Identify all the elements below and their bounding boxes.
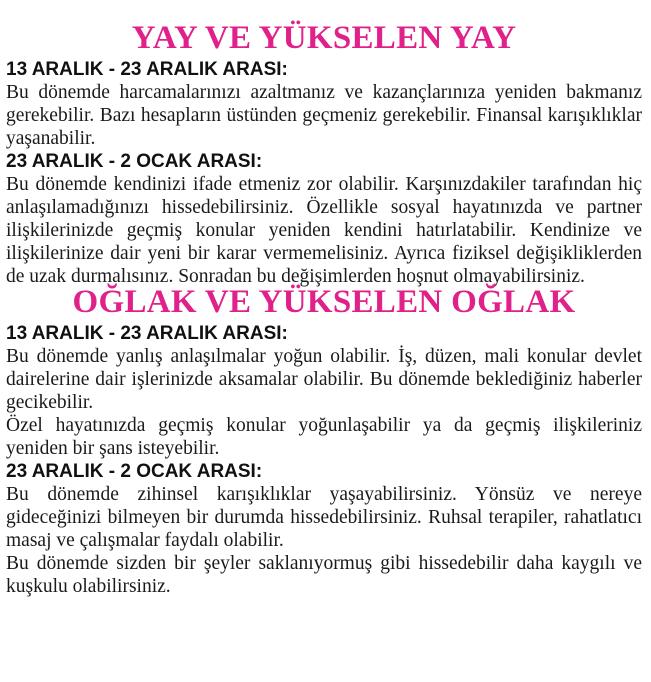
period-paragraph: Bu dönemde harcamalarınızı azaltmanız ve kazançlarınıza yeniden bakmanız gerekebilir. Bazı hesapların üstünden geçmeniz gerekebilir. Finansal karışıklıklar yaşanabilir.: [6, 82, 642, 149]
period-heading: 13 ARALIK - 23 ARALIK ARASI:: [6, 323, 288, 344]
horoscope-article: [6, 0, 642, 598]
period-heading: 13 ARALIK - 23 ARALIK ARASI:: [6, 59, 288, 80]
period-heading: 23 ARALIK - 2 OCAK ARASI:: [6, 461, 263, 482]
period-paragraph: Bu dönemde yanlış anlaşılmalar yoğun olabilir. İş, düzen, mali konular devlet dairelerine dair işlerinizde aksamalar olabilir. Bu dönemde beklediğiniz haberler gecikebilir.: [6, 346, 642, 413]
section-title-yay: YAY VE YÜKSELEN YAY: [131, 20, 517, 56]
period-paragraph: Bu dönemde kendinizi ifade etmeniz zor olabilir. Karşınızdakiler tarafından hiç anlaşılamadığınızı hissedebilirsiniz. Özellikle sosyal hayatınızda ve partner ilişkilerinizde geçmiş konular yeniden kendini hatırlatabilir. Kendinize ve ilişkilerinize dair yeni bir karar vermemelisiniz. Ayrıca fiziksel değişikliklerden de uzak durmalısınız. Sonradan bu değişimlerden hoşnut olmayabilirsiniz.: [6, 174, 642, 287]
period-paragraph: Özel hayatınızda geçmiş konular yoğunlaşabilir ya da geçmiş ilişkileriniz yeniden bir şans isteyebilir.: [6, 415, 642, 459]
period-paragraph: Bu dönemde sizden bir şeyler saklanıyormuş gibi hissedebilir daha kaygılı ve kuşkulu olabilirsiniz.: [6, 553, 642, 597]
section-title-oglak: OĞLAK VE YÜKSELEN OĞLAK: [72, 284, 576, 320]
period-paragraph: Bu dönemde zihinsel karışıklıklar yaşayabilirsiniz. Yönsüz ve nereye gideceğinizi bilmeyen bir durumda hissedebilirsiniz. Ruhsal terapiler, rahatlatıcı masaj ve çalışmalar faydalı olabilir.: [6, 484, 642, 551]
period-heading: 23 ARALIK - 2 OCAK ARASI:: [6, 151, 263, 172]
